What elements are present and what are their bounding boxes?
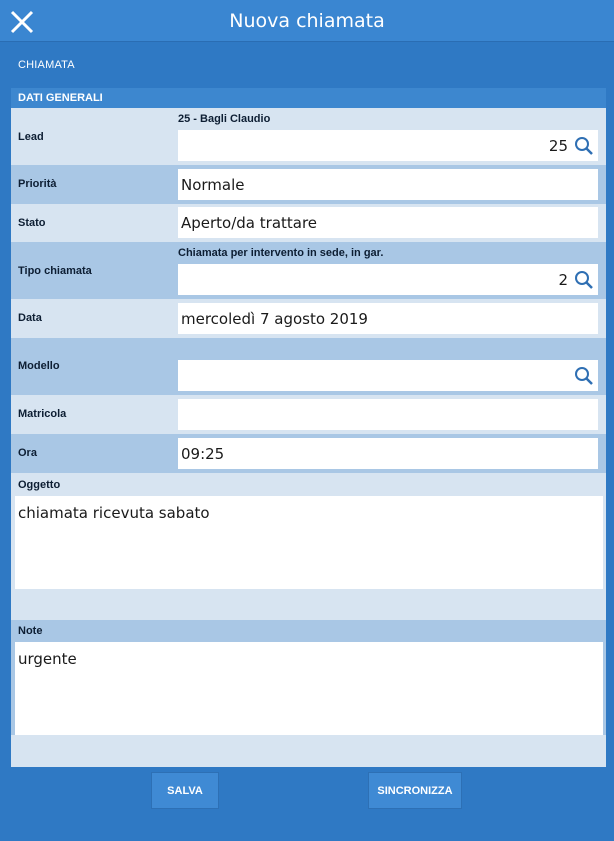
model-label: Modello — [18, 360, 60, 372]
lead-row — [11, 108, 606, 165]
time-label: Ora — [18, 447, 37, 459]
lead-label: Lead — [18, 131, 44, 143]
subject-textarea[interactable]: chiamata ricevuta sabato — [15, 496, 603, 589]
notes-footer — [11, 735, 606, 767]
lead-input[interactable] — [178, 130, 598, 161]
date-label: Data — [18, 312, 42, 324]
page-title: Nuova chiamata — [229, 10, 385, 32]
model-input[interactable] — [178, 360, 598, 391]
priority-field[interactable]: Normale — [178, 169, 598, 200]
sync-button[interactable]: SINCRONIZZA — [368, 772, 462, 809]
search-icon[interactable] — [574, 366, 594, 386]
time-row — [11, 434, 606, 473]
save-button[interactable]: SALVA — [151, 772, 219, 809]
notes-textarea[interactable]: urgente — [15, 642, 603, 735]
date-row — [11, 299, 606, 338]
priority-row — [11, 165, 606, 204]
status-label: Stato — [18, 217, 46, 229]
search-icon[interactable] — [574, 136, 594, 156]
status-field[interactable]: Aperto/da trattare — [178, 207, 598, 238]
model-row — [11, 338, 606, 395]
panel-title: DATI GENERALI — [11, 88, 606, 108]
section-label: CHIAMATA — [18, 59, 75, 71]
call-type-row — [11, 242, 606, 299]
search-icon[interactable] — [574, 270, 594, 290]
call-type-caption: Chiamata per intervento in sede, in gar. — [178, 247, 384, 259]
date-field[interactable]: mercoledì 7 agosto 2019 — [178, 303, 598, 334]
serial-field[interactable] — [178, 399, 598, 430]
priority-label: Priorità — [18, 178, 57, 190]
status-row — [11, 204, 606, 242]
general-data-panel — [11, 88, 606, 767]
serial-label: Matricola — [18, 408, 67, 420]
header-bar — [0, 0, 614, 42]
lead-value: 25 — [548, 137, 568, 155]
time-field[interactable]: 09:25 — [178, 438, 598, 469]
subject-row — [11, 473, 606, 620]
call-type-label: Tipo chiamata — [18, 265, 92, 277]
subject-label: Oggetto — [18, 479, 61, 491]
serial-row — [11, 395, 606, 434]
lead-caption: 25 - Bagli Claudio — [178, 113, 271, 125]
notes-label: Note — [18, 625, 43, 637]
call-type-input[interactable] — [178, 264, 598, 295]
call-type-value: 2 — [558, 271, 568, 289]
